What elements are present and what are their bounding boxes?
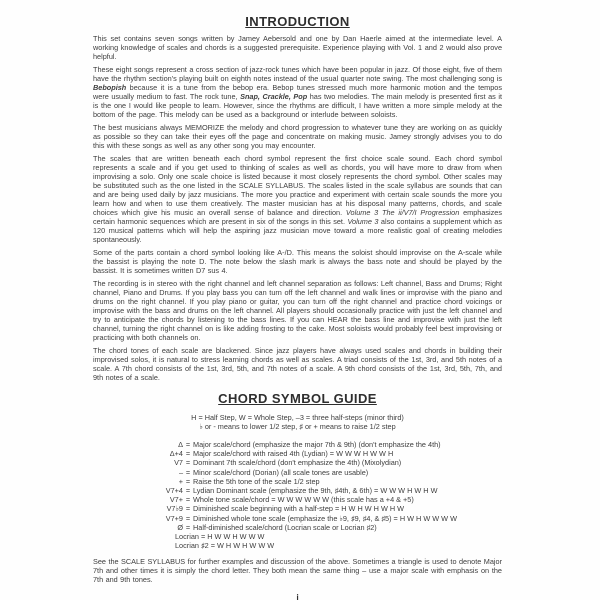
text-run: The best musicians always MEMORIZE the melody and chord progression to whatever tune they are working on as quickly as possible so they can take their eyes off the page and concentrate on making music. Jamey strongly advises you to do this with these songs as well as any other song you may encounter. — [93, 123, 502, 150]
chord-row-diminished-whole-tone — [93, 514, 502, 523]
chord-row-diminished — [93, 504, 502, 513]
equals-sign: = — [185, 458, 191, 468]
chord-row-lydian — [93, 449, 502, 458]
chord-description: Dominant 7th scale/chord (don't emphasize the 4th) (Mixolydian) — [193, 458, 402, 468]
equals-sign: = — [185, 495, 191, 505]
text-run: The recording is in stereo with the right channel and left channel separation as follows: Left channel, Bass and Drums; Right channel, Piano and Drums. If you play bass you can turn off the left channel and walk lines or improvise with the piano and drums on the right channel. If you play piano or guitar, you can turn off the right channel and practice chord voicings or improvise with the bass and drums on the left channel. All players should occasionally practice with just the left channel and try to anticipate the chords by listening to the bass lines. If you can HEAR the bass line and improvise with just the left channel, turning the right channel on is like adding frosting to the cake. Most soloists would probably feel best improvising or practicing with both channels on. — [93, 279, 502, 342]
chord-row-minor — [93, 468, 502, 477]
chord-symbol: V7+ — [169, 495, 183, 505]
chord-symbol: V7 — [174, 458, 183, 468]
equals-sign: = — [185, 486, 191, 496]
paragraph-1 — [93, 35, 502, 62]
chord-description: Major scale/chord (emphasize the major 7th & 9th) (don't emphasize the 4th) — [193, 440, 441, 450]
chord-description: Major scale/chord with raised 4th (Lydian) = W W W H W W H — [193, 449, 394, 459]
paragraph-3 — [93, 124, 502, 151]
song-title-bebopish: Bebopish — [93, 83, 127, 93]
paragraph-2 — [93, 66, 502, 119]
equals-sign: = — [185, 467, 191, 477]
song-title-snap-crackle-pop: Snap, Crackle, Pop — [240, 91, 308, 101]
paragraph-5 — [93, 249, 502, 276]
chord-symbol — [93, 532, 183, 541]
text-run: These eight songs represent a cross section of jazz-rock tunes which have been popular in jazz. Of those eight, five of them have the rhythm section's playing built on eighth notes instead of the usual quarter note swing. The most challenging song is — [93, 65, 502, 84]
text-run: The scales that are written beneath each chord symbol represent the first choice scale sound. Each chord symbol represents a scale and if you get used to thinking of scales as well as chords, you will have more to draw from when improvising a solo. Only one scale choice is listed because it most closely represents the chord symbol. Other scales may be substituted such as the one listed in the SCALE SYLLABUS. The scales listed in the scale syllabus are sounds that can and are being used daily by jazz musicians. The more you practice and experiment with certain scale sounds the more you learn how and when to use them creatively. The master musician has at his disposal many patterns, chords, and scale choices which give his music an overall sense of balance and direction. — [93, 154, 502, 217]
text-run: Some of the parts contain a chord symbol looking like A-/D. This means the soloist should improvise on the A-scale while the bassist is playing the note D. The note below the slash mark is always the bass note and should be played by the bassist. It is sometimes written D7 sus 4. — [93, 247, 502, 275]
volume-3-ref: Volume 3 — [347, 216, 379, 226]
chord-row-whole-tone — [93, 495, 502, 504]
chord-description: Whole tone scale/chord = W W W W W W (this scale has a +4 & +5) — [193, 495, 414, 505]
text-run: emphasizes certain harmonic sequences which are present in six of the songs in this set. — [93, 207, 503, 226]
chord-description: Raise the 5th tone of the scale 1/2 step — [193, 476, 320, 486]
chord-description: Locrian = H W W H W W W — [175, 532, 265, 542]
volume-3-title: Volume 3 The ii/V7/I Progression — [345, 207, 460, 217]
closing-paragraph: See the SCALE SYLLABUS for further examples and discussion of the above. Sometimes a triangle is used to denote Major 7th and other times it is simply the chord letter. They both mean the same thing – use a major scale with emphasis on the 7th and 9th tones. — [93, 557, 502, 585]
chord-symbol: + — [178, 476, 183, 486]
paragraph-7 — [93, 347, 502, 383]
guide-note-line-1: H = Half Step, W = Whole Step, –3 = three half-steps (minor third) — [191, 412, 404, 422]
chord-symbol: – — [178, 467, 183, 477]
text-run: The chord tones of each scale are blackened. Since jazz players have always used scales and chords in building their improvised solos, it is natural to stress learning chords as well as scales. A triad consists of the 1st, 3rd, and 5th notes of a scale. A 7th chord consists of the 1st, 3rd, 5th, and 7th notes of a scale. A 9th chord consists of the 1st, 3rd, 5th, 7th, and 9th notes of a scale. — [93, 346, 502, 382]
chord-description: Half-diminished scale/chord (Locrian scale or Locrian ♯2) — [193, 522, 377, 532]
page-number: i — [296, 592, 299, 600]
chord-row-augmented — [93, 477, 502, 486]
guide-note-line-2: ♭ or - means to lower 1/2 step, ♯ or + means to raise 1/2 step — [199, 421, 396, 431]
chord-symbol: Δ+4 — [169, 449, 183, 459]
chord-symbol — [93, 541, 183, 550]
chord-row-locrian — [93, 532, 502, 541]
text-run: because it is a tune from the bebop era. Bebop tunes stressed much more harmonic motion and the tempos were usually medium to fast. The rock tune, — [93, 83, 502, 101]
chord-symbol: V7+9 — [165, 513, 183, 523]
intro-heading: INTRODUCTION — [245, 14, 350, 29]
chord-symbol-guide-heading: CHORD SYMBOL GUIDE — [218, 390, 377, 406]
equals-sign: = — [185, 504, 191, 514]
chord-description: Diminished scale beginning with a half-step = H W H W H W H W — [193, 504, 405, 514]
equals-sign: = — [185, 513, 191, 523]
text-run: This set contains seven songs written by Jamey Aebersold and one by Dan Haerle aimed at the intermediate level. A working knowledge of scales and chords is a suggested prerequisite. Experience playing with Vol. 1 and 2 would also prove helpful. — [93, 34, 502, 61]
chord-row-half-diminished — [93, 523, 502, 532]
chord-symbol: Δ — [178, 440, 183, 450]
chord-row-major — [93, 440, 502, 449]
chord-row-locrian-sharp2 — [93, 541, 502, 550]
chord-description: Lydian Dominant scale (emphasize the 9th, ♯4th, & 6th) = W W W H W H W — [193, 486, 438, 496]
chord-row-dominant7 — [93, 458, 502, 467]
paragraph-4 — [93, 155, 502, 244]
equals-sign: = — [185, 522, 191, 532]
chord-description: Minor scale/chord (Dorian) (all scale tones are usable) — [193, 467, 369, 477]
text-run: has two melodies. The main melody is presented first as it is the one I would like people to learn. However, since the rhythms are difficult, I have written a more simple melody at the bottom of the page. This melody can be used as a background or interlude between soloists. — [93, 91, 502, 119]
equals-sign: = — [185, 476, 191, 486]
text-run: also contains a supplement which as 120 musical patterns which will help the aspiring jazz musician move toward a more realistic goal of creating melodies spontaneously. — [93, 216, 502, 244]
chord-symbol: V7+4 — [165, 486, 183, 496]
chord-symbol: V7♭9 — [166, 504, 183, 514]
chord-description: Diminished whole tone scale (emphasize the ♭9, ♯9, ♯4, & ♯5) = H W H W W W W — [193, 513, 457, 523]
chord-symbol: Ø — [177, 522, 183, 532]
chord-row-lydian-dominant — [93, 486, 502, 495]
chord-symbol-list — [93, 440, 502, 550]
equals-sign: = — [185, 449, 191, 459]
paragraph-6 — [93, 280, 502, 342]
equals-sign: = — [185, 440, 191, 450]
chord-description: Locrian ♯2 = W H W H W W W — [175, 541, 275, 551]
